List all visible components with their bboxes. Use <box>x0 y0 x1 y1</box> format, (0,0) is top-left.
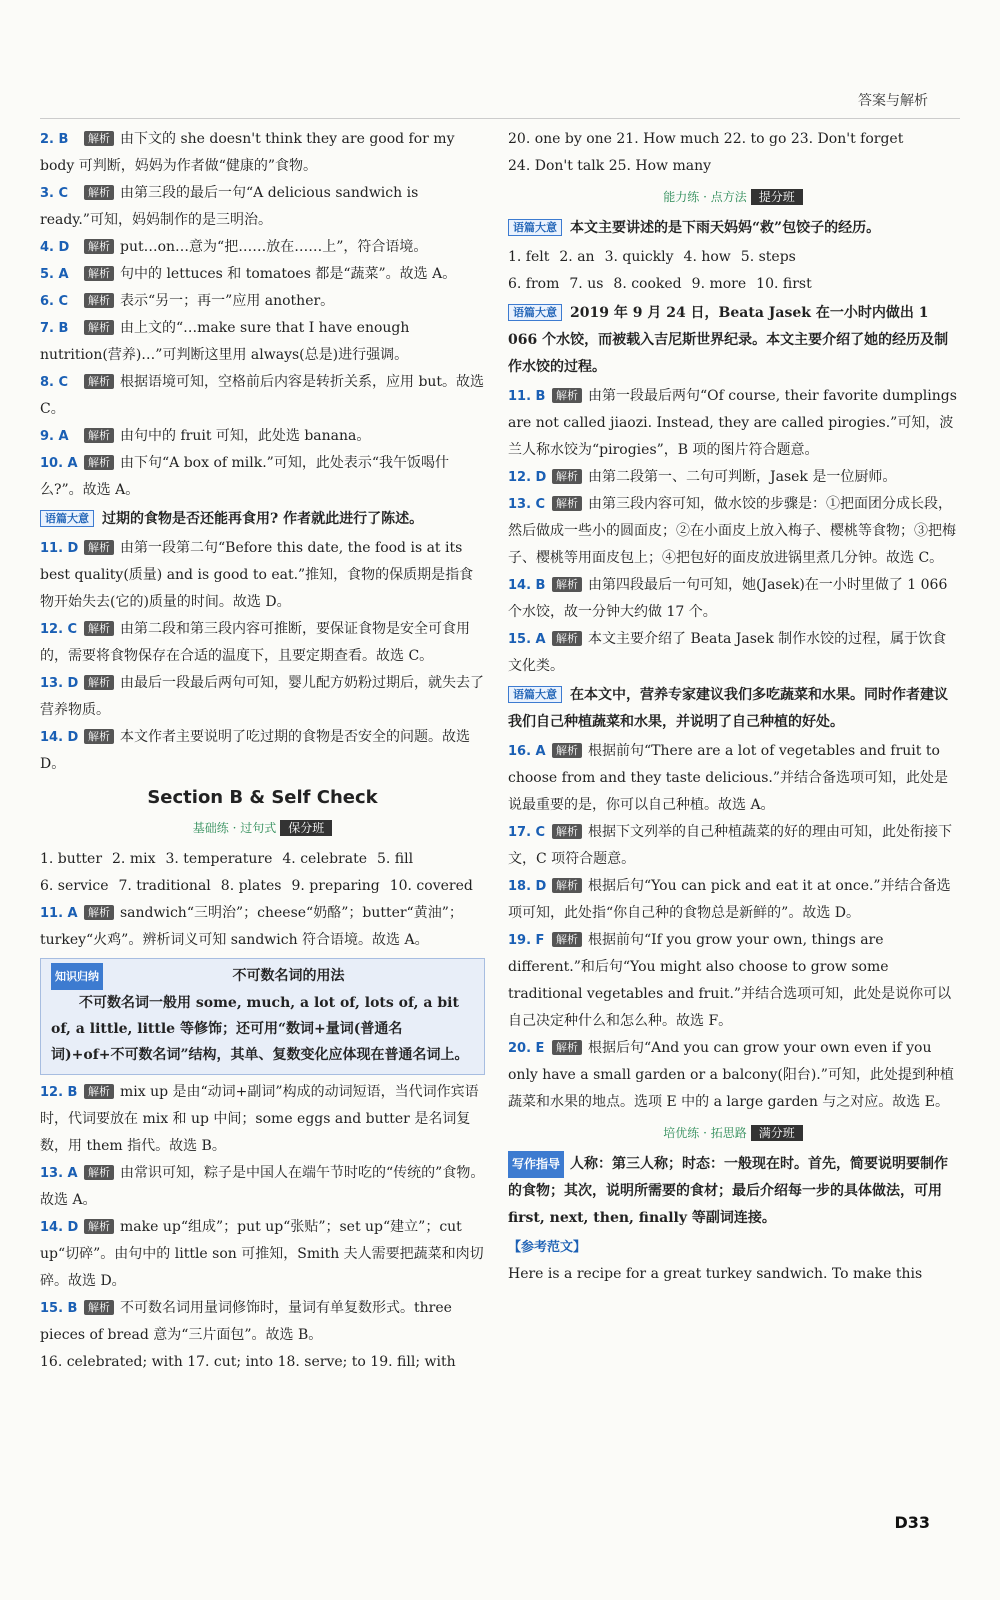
knowledge-heading: 不可数名词的用法 <box>232 968 345 984</box>
analysis-tag: 解析 <box>84 1219 114 1234</box>
fill-answer: 8. plates <box>220 878 282 894</box>
banner-badge: 提分班 <box>751 189 803 205</box>
fill-answer-row <box>40 873 485 900</box>
answer-item <box>40 1079 485 1160</box>
level-banner <box>508 184 958 211</box>
fill-answer: 4. how <box>683 249 731 265</box>
answer-item <box>40 535 485 616</box>
analysis-tag: 解析 <box>552 577 582 592</box>
header-title: 答案与解析 <box>858 93 928 109</box>
analysis-tag: 解析 <box>84 185 114 200</box>
summary-tag: 语篇大意 <box>40 510 94 527</box>
answer-explanation: 本文作者主要说明了吃过期的食物是否安全的问题。故选 D。 <box>40 729 470 772</box>
answer-number: 14. D <box>40 1220 79 1235</box>
analysis-tag: 解析 <box>84 1300 114 1315</box>
analysis-tag: 解析 <box>552 824 582 839</box>
banner-label: 能力练 · 点方法 <box>663 190 747 204</box>
analysis-tag: 解析 <box>552 388 582 403</box>
fill-answer: 4. celebrate <box>282 851 367 867</box>
answer-number: 6. C <box>40 294 69 309</box>
writing-tag: 写作指导 <box>508 1151 564 1178</box>
analysis-tag: 解析 <box>552 469 582 484</box>
answer-item <box>508 1035 958 1116</box>
banner-badge: 保分班 <box>280 820 332 836</box>
answer-number: 3. C <box>40 186 69 201</box>
fill-answer: 8. cooked <box>613 276 682 292</box>
fill-answer-row <box>508 271 958 298</box>
left-column <box>40 126 485 1376</box>
answer-number: 11. A <box>40 906 78 921</box>
answer-item <box>40 1214 485 1295</box>
answer-item <box>40 450 485 504</box>
passage-summary <box>508 215 958 242</box>
answer-item <box>40 261 485 288</box>
page-number: D33 <box>894 1513 930 1532</box>
answer-explanation: 由下文的 she doesn't think they are good for my body 可判断，妈妈为作者做“健康的”食物。 <box>40 131 455 174</box>
answer-item <box>40 900 485 954</box>
fill-answer: 3. quickly <box>604 249 674 265</box>
analysis-tag: 解析 <box>84 729 114 744</box>
analysis-tag: 解析 <box>84 428 114 443</box>
answer-item <box>508 464 958 491</box>
summary-tag: 语篇大意 <box>508 686 562 703</box>
answer-explanation: 由第一段第二句“Before this date, the food is at its best quality(质量) and is good to eat.”推知，食物的保质期是指食物开始失去(它的)质量的时间。故选 D。 <box>40 540 474 610</box>
fill-answer: 9. more <box>691 276 747 292</box>
answer-item <box>40 288 485 315</box>
summary-text: 过期的食物是否还能再食用? 作者就此进行了陈述。 <box>102 511 424 527</box>
answer-item <box>40 180 485 234</box>
fill-answer: 10. covered <box>389 878 473 894</box>
answer-explanation: 根据下文列举的自己种植蔬菜的好的理由可知，此处衔接下文，C 项符合题意。 <box>508 824 952 867</box>
header-divider <box>40 118 960 119</box>
answer-item <box>508 927 958 1035</box>
answer-explanation: 不可数名词用量词修饰时，量词有单复数形式。three pieces of bread 意为“三片面包”。故选 B。 <box>40 1300 452 1343</box>
answer-item <box>40 369 485 423</box>
fill-answer: 5. fill <box>377 851 414 867</box>
answer-explanation: 由句中的 fruit 可知，此处选 banana。 <box>120 428 371 444</box>
answer-item <box>40 126 485 180</box>
answer-explanation: 由最后一段最后两句可知，婴儿配方奶粉过期后，就失去了营养物质。 <box>40 675 484 718</box>
fill-answer-row: 20. one by one 21. How much 22. to go 23. Don't forget <box>508 131 904 147</box>
fill-answer: 5. steps <box>740 249 796 265</box>
answer-number: 10. A <box>40 456 78 471</box>
answer-explanation: 根据语境可知，空格前后内容是转折关系，应用 but。故选 C。 <box>40 374 485 417</box>
last-fill-row: 16. celebrated; with 17. cut; into 18. serve; to 19. fill; with <box>40 1354 456 1370</box>
answer-explanation: 根据后句“You can pick and eat it at once.”并结合备选项可知，此处指“你自己种的食物总是新鲜的”。故选 D。 <box>508 878 951 921</box>
answer-item <box>508 491 958 572</box>
answer-number: 11. B <box>508 389 546 404</box>
analysis-tag: 解析 <box>84 293 114 308</box>
fill-answer: 1. felt <box>508 249 550 265</box>
answer-item <box>40 315 485 369</box>
passage-summary <box>508 682 958 736</box>
answer-number: 11. D <box>40 541 79 556</box>
fill-answer: 10. first <box>756 276 812 292</box>
answer-number: 13. A <box>40 1166 78 1181</box>
fill-answer: 6. service <box>40 878 109 894</box>
answer-item <box>508 383 958 464</box>
analysis-tag: 解析 <box>84 374 114 389</box>
analysis-tag: 解析 <box>552 496 582 511</box>
analysis-tag: 解析 <box>84 1165 114 1180</box>
answer-explanation: 由第三段的最后一句“A delicious sandwich is ready.”可知，妈妈制作的是三明治。 <box>40 185 419 228</box>
banner-label: 培优练 · 拓思路 <box>663 1126 747 1140</box>
answer-number: 14. B <box>508 578 546 593</box>
section-title: Section B & Self Check <box>147 787 378 808</box>
answer-explanation: 由第三段内容可知，做水饺的步骤是：①把面团分成长段，然后做成一些小的圆面皮；②在小面皮上放入梅子、樱桃等食物；③把梅子、樱桃等用面皮包上；④把包好的面皮放进锅里煮几分钟。故选 C。 <box>508 496 956 566</box>
fill-answer-row <box>508 244 958 271</box>
right-column <box>508 126 958 1288</box>
answer-number: 20. E <box>508 1041 545 1056</box>
summary-tag: 语篇大意 <box>508 219 562 236</box>
analysis-tag: 解析 <box>552 1040 582 1055</box>
writing-text: 人称：第三人称；时态：一般现在时。首先，简要说明要制作的食物；其次，说明所需要的食材；最后介绍每一步的具体做法，可用 first, next, then, finally 等副词连接。 <box>508 1156 949 1226</box>
analysis-tag: 解析 <box>84 320 114 335</box>
answer-explanation: make up“组成”；put up“张贴”；set up“建立”；cut up“切碎”。由句中的 little son 可推知，Smith 夫人需要把蔬菜和肉切碎。故选 D。 <box>40 1219 484 1289</box>
answer-number: 12. B <box>40 1085 78 1100</box>
answer-item <box>40 1160 485 1214</box>
summary-tag: 语篇大意 <box>508 304 562 321</box>
answer-explanation: 根据前句“If you grow your own, things are different.”和后句“You might also choose to grow some traditional vegetables and fruit.”并结合选项可知，此处是说你可以自己决定种什么和怎么种。故选 F。 <box>508 932 952 1029</box>
fill-answer: 1. butter <box>40 851 103 867</box>
knowledge-box <box>40 958 485 1075</box>
analysis-tag: 解析 <box>84 239 114 254</box>
answer-number: 2. B <box>40 132 69 147</box>
answer-item <box>40 670 485 724</box>
answer-item <box>508 572 958 626</box>
analysis-tag: 解析 <box>84 1084 114 1099</box>
answer-item <box>508 819 958 873</box>
banner-badge: 满分班 <box>751 1125 803 1141</box>
answer-item <box>40 724 485 778</box>
answer-explanation: 由下句“A box of milk.”可知，此处表示“我午饭喝什么?”。故选 A。 <box>40 455 449 498</box>
fill-answer: 2. an <box>559 249 595 265</box>
answer-explanation: 本文主要介绍了 Beata Jasek 制作水饺的过程，属于饮食文化类。 <box>508 631 947 674</box>
answer-number: 18. D <box>508 879 547 894</box>
analysis-tag: 解析 <box>84 540 114 555</box>
answer-number: 19. F <box>508 933 545 948</box>
answer-explanation: 由第四段最后一句可知，她(Jasek)在一小时里做了 1 066 个水饺，故一分钟大约做 17 个。 <box>508 577 948 620</box>
answer-number: 7. B <box>40 321 69 336</box>
level-banner <box>40 815 485 842</box>
answer-item <box>40 423 485 450</box>
answer-item <box>508 873 958 927</box>
answer-item <box>508 626 958 680</box>
answer-number: 14. D <box>40 730 79 745</box>
answer-explanation: mix up 是由“动词+副词”构成的动词短语，当代词作宾语时，代词要放在 mix 和 up 中间；some eggs and butter 是名词复数，用 them 指代。故选 B。 <box>40 1084 479 1154</box>
fill-answer: 6. from <box>508 276 560 292</box>
passage-summary <box>508 300 958 381</box>
answer-explanation: 由常识可知，粽子是中国人在端午节时吃的“传统的”食物。故选 A。 <box>40 1165 485 1208</box>
analysis-tag: 解析 <box>552 878 582 893</box>
answer-explanation: sandwich“三明治”；cheese“奶酪”；butter“黄油”；turkey“火鸡”。辨析词义可知 sandwich 符合语境。故选 A。 <box>40 905 463 948</box>
answer-explanation: 由第二段第一、二句可判断，Jasek 是一位厨师。 <box>588 469 897 485</box>
answer-number: 9. A <box>40 429 69 444</box>
analysis-tag: 解析 <box>84 905 114 920</box>
answer-number: 15. A <box>508 632 546 647</box>
analysis-tag: 解析 <box>84 266 114 281</box>
level-banner <box>508 1120 958 1147</box>
analysis-tag: 解析 <box>552 631 582 646</box>
fill-answer: 7. us <box>569 276 604 292</box>
answer-explanation: 表示“另一；再一”应用 another。 <box>120 293 335 309</box>
answer-number: 5. A <box>40 267 69 282</box>
fill-answer-row: 24. Don't talk 25. How many <box>508 158 712 174</box>
fill-answer: 9. preparing <box>291 878 380 894</box>
answer-number: 17. C <box>508 825 546 840</box>
answer-explanation: 根据前句“There are a lot of vegetables and fruit to choose from and they taste delicious.”并结合备选项可知，此处是说最重要的是，你可以自己种植。故选 A。 <box>508 743 949 813</box>
answer-number: 8. C <box>40 375 69 390</box>
knowledge-body: 不可数名词一般用 some, much, a lot of, lots of, a bit of, a little, little 等修饰；还可用“数词+量词(普通名词)+of+不可数名词”结构，其单、复数变化应体现在普通名词上。 <box>51 995 469 1063</box>
answer-explanation: 由上文的“…make sure that I have enough nutrition(营养)…”可判断这里用 always(总是)进行强调。 <box>40 320 410 363</box>
answer-number: 15. B <box>40 1301 78 1316</box>
answer-explanation: put…on…意为“把……放在……上”，符合语境。 <box>120 239 428 255</box>
answer-number: 12. C <box>40 622 78 637</box>
summary-text: 2019 年 9 月 24 日，Beata Jasek 在一小时内做出 1 066 个水饺，而被载入吉尼斯世界纪录。本文主要介绍了她的经历及制作水饺的过程。 <box>508 305 949 375</box>
passage-summary <box>40 506 485 533</box>
answer-number: 4. D <box>40 240 70 255</box>
fill-answer: 7. traditional <box>118 878 211 894</box>
knowledge-title <box>51 963 474 990</box>
answer-explanation: 根据后句“And you can grow your own even if you only have a small garden or a balcony(阳台).”可知，此处提到种植蔬菜和水果的地点。选项 E 中的 a large garden 与之对应。故选 E。 <box>508 1040 954 1110</box>
analysis-tag: 解析 <box>84 455 114 470</box>
summary-text: 在本文中，营养专家建议我们多吃蔬菜和水果。同时作者建议我们自己种植蔬菜和水果，并说明了自己种植的好处。 <box>508 687 948 730</box>
fill-answer-row <box>40 846 485 873</box>
answer-number: 16. A <box>508 744 546 759</box>
answer-item <box>40 616 485 670</box>
answer-explanation: 由第二段和第三段内容可推断，要保证食物是安全可食用的，需要将食物保存在合适的温度下，且要定期查看。故选 C。 <box>40 621 470 664</box>
answer-item <box>508 738 958 819</box>
answer-number: 13. C <box>508 497 546 512</box>
answer-explanation: 句中的 lettuces 和 tomatoes 都是“蔬菜”。故选 A。 <box>120 266 457 282</box>
answer-item <box>40 234 485 261</box>
answer-item <box>40 1295 485 1349</box>
analysis-tag: 解析 <box>84 621 114 636</box>
answer-explanation: 由第一段最后两句“Of course, their favorite dumplings are not called jiaozi. Instead, they are called pirogies.”可知，波兰人称水饺为“pirogies”，B 项的图片符合题意。 <box>508 388 957 458</box>
analysis-tag: 解析 <box>552 932 582 947</box>
analysis-tag: 解析 <box>84 675 114 690</box>
fill-answer: 3. temperature <box>165 851 273 867</box>
fill-answer: 2. mix <box>112 851 156 867</box>
answer-number: 13. D <box>40 676 79 691</box>
summary-text: 本文主要讲述的是下雨天妈妈“救”包饺子的经历。 <box>570 220 881 236</box>
answer-number: 12. D <box>508 470 547 485</box>
reference-label: 【参考范文】 <box>508 1240 587 1255</box>
analysis-tag: 解析 <box>84 131 114 146</box>
analysis-tag: 解析 <box>552 743 582 758</box>
knowledge-tag: 知识归纳 <box>51 963 103 990</box>
banner-label: 基础练 · 过句式 <box>192 821 277 835</box>
reference-text: Here is a recipe for a great turkey sandwich. To make this <box>508 1266 923 1282</box>
writing-guide <box>508 1151 958 1232</box>
